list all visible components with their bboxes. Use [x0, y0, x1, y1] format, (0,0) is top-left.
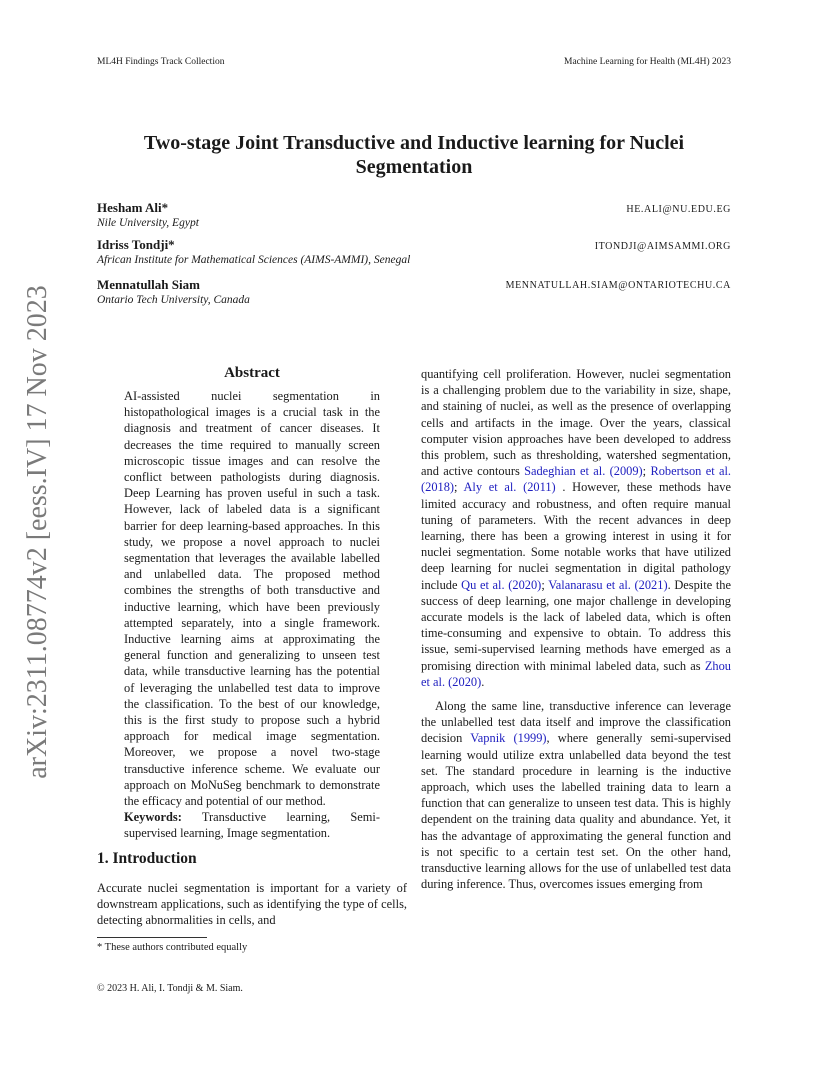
intro-left-text: Accurate nuclei segmentation is important for a variety of downstream applications, such as identifying the type of cells, detecting abnormalities in cells, and — [97, 881, 407, 928]
title-line-2: Segmentation — [355, 156, 473, 178]
title-line-1: Two-stage Joint Transductive and Inductive learning for Nuclei — [143, 132, 685, 154]
abstract-text: AI-assisted nuclei segmentation in histopathological images is a crucial task in the diagnosis and treatment of cancer diseases. It decreases the time required to manually screen microscopic tissue images and can resolve the conflict between pathologists during diagnosis. Deep Learning has proven useful in such a task. However, lack of labeled data is a significant barrier for deep learning-based approaches. In this study, we propose a novel approach to nuclei segmentation that leverages the available labelled and unlabelled data. The proposed method combines the strengths of both transductive and inductive learning, which have been previously attempted separately, into a single framework. Inductive learning aims at approximating the general function and generalizing to unseen test data, while transductive learning has the potential of leveraging the unlabelled test data to improve the classification. To the best of our knowledge, this is the first study to propose such a hybrid approach for medical image segmentation. Moreover, we propose a novel two-stage transductive inference scheme. We evaluate our approach on MoNuSeg benchmark to demonstrate the efficacy and potential of our method. — [124, 389, 380, 809]
citation-valanarasu[interactable]: Valanarasu et al. (2021) — [548, 577, 668, 592]
keywords-text: Transductive learning, Semi-supervised learning, Image segmentation. — [124, 810, 380, 841]
right-p1-sep-2: ; — [454, 480, 464, 495]
running-header-right: Machine Learning for Health (ML4H) 2023 — [564, 57, 731, 67]
citation-sadeghian[interactable]: Sadeghian et al. (2009) — [524, 464, 643, 479]
keywords — [124, 809, 380, 841]
intro-left-column — [97, 880, 407, 929]
author-name-1: Hesham Ali* — [97, 200, 169, 215]
citation-qu[interactable]: Qu et al. (2020) — [461, 577, 542, 592]
right-paragraph-2 — [421, 698, 731, 892]
author-affiliation-3: Ontario Tech University, Canada — [97, 294, 250, 306]
author-name-3: Mennatullah Siam — [97, 277, 200, 292]
section-heading-introduction: 1. Introduction — [97, 850, 197, 867]
right-p1-text-4: . — [481, 674, 485, 689]
author-name-2: Idriss Tondji* — [97, 237, 175, 252]
keywords-label: Keywords: — [124, 810, 182, 825]
author-affiliation-2: African Institute for Mathematical Sciences (AIMS-AMMI), Senegal — [97, 254, 411, 266]
paper-title — [95, 131, 733, 179]
author-affiliation-1: Nile University, Egypt — [97, 217, 199, 229]
author-email-1[interactable]: HE.ALI@NU.EDU.EG — [626, 204, 731, 215]
right-p1-text-3: . Despite the success of deep learning, one major challenge in developing accurate models is the lack of labeled data, which is often time-consuming and expensive to obtain. To address this issue, semi-supervised learning methods have emerged as a promising direction with minimal labeled data, such as — [421, 577, 731, 673]
right-paragraph-1 — [421, 366, 731, 690]
footnote-rule — [97, 937, 207, 938]
right-p2-text-2: , where generally semi-supervised learning would utilize extra unlabelled data beyond the test set. The standard procedure in learning is the inductive approach, which uses the labelled training data to learn a function that can generalize to unseen test data. This is highly dependent on the training data quality and abundance. Yet, it has the advantage of approximating the general function and is not specific to a certain test set. On the other hand, transductive learning allows for the use of unlabelled test data during inference. Thus, overcomes issues emerging from — [421, 731, 731, 892]
citation-vapnik[interactable]: Vapnik (1999) — [470, 731, 547, 746]
right-column — [421, 366, 731, 893]
running-header-left: ML4H Findings Track Collection — [97, 57, 225, 67]
arxiv-stamp: arXiv:2311.08774v2 [eess.IV] 17 Nov 2023 — [22, 285, 53, 779]
right-p1-text-2: . However, these methods have limited accuracy and robustness, and often require manual tuning of parameters. With the recent advances in deep learning, there has been a growing interest in using it for nuclei segmentation. Some notable works that have utilized deep learning for nuclei segmentation in digital pathology include — [421, 480, 732, 592]
right-p1-text-1: quantifying cell proliferation. However, nuclei segmentation is a challenging problem due to the variability in size, shape, and staining of nuclei, as well as the presence of overlapping cells and artifacts in the image. Over the years, classical computer vision approaches have been developed to address this problem, such as thresholding, watershed segmentation, and active contours — [421, 367, 731, 479]
citation-aly[interactable]: Aly et al. (2011) — [463, 480, 556, 495]
abstract-body — [124, 388, 380, 842]
copyright-line: © 2023 H. Ali, I. Tondji & M. Siam. — [97, 983, 243, 994]
right-p2-text-1: Along the same line, transductive inference can leverage the unlabelled test data itself and improve the classification decision — [421, 699, 731, 746]
right-p1-sep-1: ; — [642, 464, 651, 479]
citation-zhou[interactable]: Zhou et al. (2020) — [421, 658, 731, 689]
abstract-heading: Abstract — [224, 365, 280, 381]
author-email-2[interactable]: ITONDJI@AIMSAMMI.ORG — [594, 241, 731, 252]
footnote: * These authors contributed equally — [97, 942, 248, 953]
citation-robertson[interactable]: Robertson et al. (2018) — [421, 464, 731, 495]
right-p1-sep-3: ; — [541, 577, 549, 592]
author-email-3[interactable]: MENNATULLAH.SIAM@ONTARIOTECHU.CA — [505, 280, 731, 291]
